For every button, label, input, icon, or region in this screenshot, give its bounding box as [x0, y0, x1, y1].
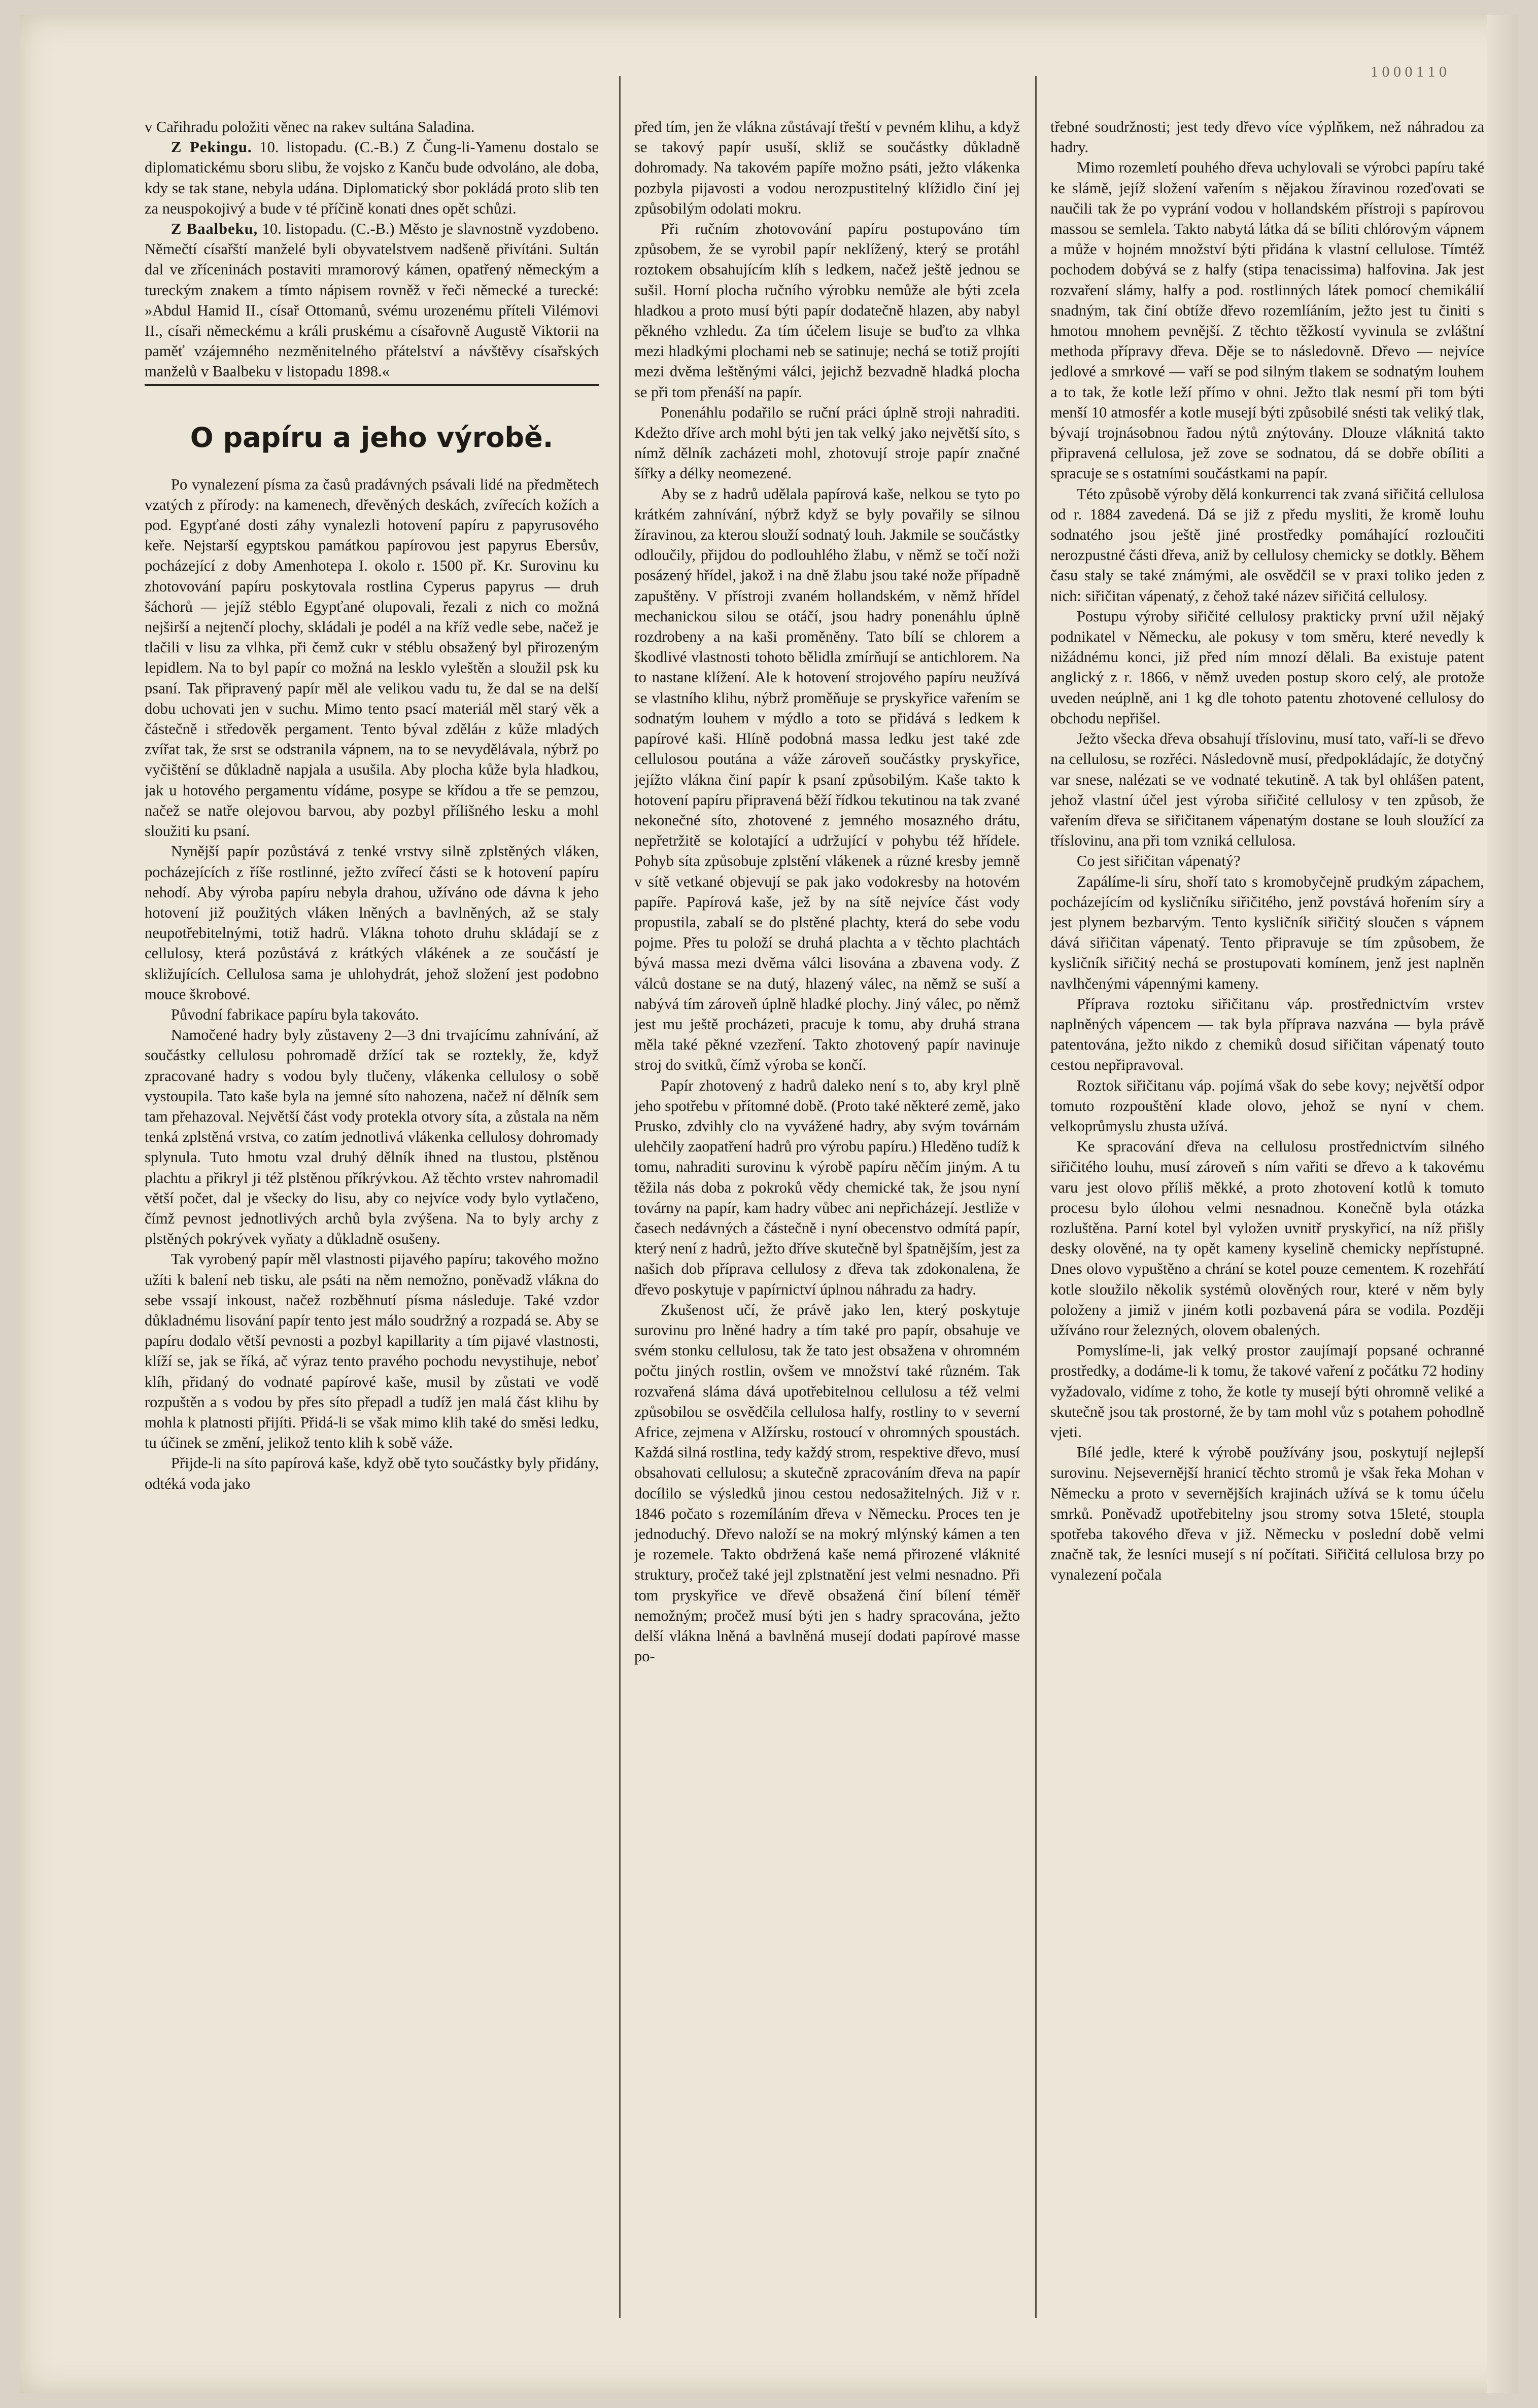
article-paragraph: Tak vyrobený papír měl vlastnosti pijavého papíru; takového možno užíti k balení neb tisku, ale psáti na něm nemožno, poněvadž vlákna do sebe vssají inkoust, načež rozběhnutí písma následuje. Také vzdor důkladnému lisování papír tento jest málo soudržný a rozpadá se. Aby se papíru dodalo větší pevnosti a pozbyl kapillarity a tím pijavé vlastnosti, klíží se, jak se říká, ač výraz tento pravého pochodu nevystihuje, neboť klíh, přidaný do vodnaté papírové kaše, musil by zůstati ve vodě rozpuštěn a s vodou by přes síto přepadl a tudíž jen malá část klihu by mohla k platnosti přijíti. Přidá-li se však mimo klih také do směsi ledku, tu účinek se změní, jelikož tento klih k sobě váže.	[145, 1250, 599, 1452]
article-paragraph: Po vynalezení písma za časů pradávných psávali lidé na předmětech vzatých z přírody: na kamenech, dřevěných deskách, zvířecích kožích a pod. Egypťané dosti záhy vynalezli hotovení papíru z papyrusového keře. Nejstarší egyptskou památkou papírovou jest papyrus Ebersův, pocházející z doby Amenhotepa I. okolo r. 1500 př. Kr. Surovinu ku zhotovování papíru poskytovala rostlina Cyperus papyrus — druh šáchorů — jejíž stéblo Egypťané olupovali, řezali z nich co možná nejširší a nejtenčí plochy, skládali je podél a na kříž vedle sebe, načež je tlačili v lisu za vlhka, při čemž cukr v stéblu obsažený byl přirozeným lepidlem. Na to byl papír co možná na lesklo vyleštěn a sloužil psk ku psaní. Tak připravený papír měl ale velikou vadu tu, že dal se na delší dobu uchovati jen v suchu. Mimo tento psací materiál měl starý věk a částečně i středověk pergament. Tento býval zděláн z kůže mladých zvířat tak, že srst se odstranila vápnem, na to se nevydělávala, nýbrž po vyčištění se důkladně napjala a usušila. Aby plocha kůže byla hladkou, jak u hotového pergamentu vídáme, posype se křídou a tře se pemzou, načež se natře olejovou barvou, aby pozbyl přílišného lesku a mohl sloužiti ku psaní.	[145, 475, 599, 840]
newspaper-page	[20, 15, 1518, 2393]
news-item-peking	[145, 137, 599, 219]
article-subheading: Co jest siřičitan vápenatý?	[1077, 852, 1241, 870]
article-paragraph: Ponenáhlu podařilo se ruční práci úplně stroji nahraditi. Kdežto dříve arch mohl býti jen tak velký jako největší síto, s nímž dělník zacházeti mohl, zhotovují stroje papír značné šířky a délky neomezené.	[634, 403, 1020, 482]
article-paragraph: Nynější papír pozůstává z tenké vrstvy silně zplstěných vláken, pocházejících z říše rostlinné, ježto zvířecí části se k hotovení papíru nehodí. Aby výroba papíru nebyla drahou, užíváno ode dávna k jeho hotovení již použitých vláken lněných a bavlněných, až se staly neupotřebitelnými, totiž hadrů. Vlákna tohoto druhu skládají se z cellulosy, která pozůstává z krátkých vlákének a ze součástí je skližujících. Cellulosa sama je uhlohydrát, jehož složení jest podobno mouce škrobové.	[145, 843, 599, 1003]
article-paragraph: Mimo rozemletí pouhého dřeva uchylovali se výrobci papíru také ke slámě, jejíž složení vařením s nějakou žíravinou rozeďovati se naučili tak že po vyprání vodou v hollandském přístroji s papírovou massou se semlela. Takto nabytá látka dá se bíliti chlórovým vápnem a může v hojném množství býti přidána k vlastní cellulose. Tímtéž pochodem dobývá se z halfy (stipa tenacissima) halfovina. Jak jest rozvaření slámy, halfy a pod. rostlinných látek pomocí chemikálií snadným, tak činí obtíže dřevo rozemlíáním, ježto jest tu činiti s hmotou mnohem pevnější. Z těchto těžkostí vyvinula se zvláštní methoda přípravy dřeva. Děje se to následovně. Dřevo — nejvíce jedlové a smrkové — vaří se pod silným tlakem se sodnatým louhem a to tak, že kotle leží přímo v ohni. Ježto tlak nesmí při tom býti menší 10 atmosfér a kotle musejí býti způsobilé snésti tak veliký tlak, bývají trojnásobnou řadou nýtů znýtovány. Dlouze vláknitá takto připravená cellulosa, jež zove se sodnatou, dá se dobře obíliti a spracuje se s ostatními součástkami na papír.	[1050, 159, 1484, 482]
news-text-peking: 10. listopadu. (C.-B.) Z Čung-li-Yamenu dostalo se diplomatickému sboru slibu, že vojsko z Kanču bude odvoláno, ale doba, kdy se tak stane, nebyla udána. Diplomatický sbor pokládá proto slib ten za neuspokojivý a bude v té příčině konati dnes opět schůzi.	[145, 138, 599, 217]
article-paragraph: Zkušenost učí, že právě jako len, který poskytuje surovinu pro lněné hadry a tím také pro papír, obsahuje ve svém stonku cellulosu, tak že tato jest obsažena v ohromném počtu jiných rostlin, ovšem ve množství také různém. Tak rozvařená sláma dává upotřebitelnou cellulosu a též velmi způsobilou se osvědčila cellulosa halfy, rostliny to v severní Africe, zejmena v Alžírsku, rostoucí v ohromných spoustách. Každá silná rostlina, tedy každý strom, respektive dřevo, musí obsahovati cellulosu; a skutečně zpracováním dřeva na papír docílilo se výsledků jinou cestou nedosažitelných. Již v r. 1846 počato s rozemíláním dřeva v Německu. Proces ten je jednoduchý. Dřevo naloží se na mokrý mlýnský kámen a ten je rozemele. Takto obdržená kaše nemá přirozené vláknité struktury, pročež také jejl zplstnatění jest velmi nesnadno. Při tom pryskyřice ve dřevě obsažená činí bílení téměř nemožným; pročež musí býti jen s hadry spracována, ježto delší vlákna lněná a bavlněná musejí dodati papírové masse po-	[634, 1301, 1020, 1665]
article-paragraph: Této způsobě výroby dělá konkurrenci tak zvaná siřičitá cellulosa od r. 1884 zavedená. Dá se již z předu mysliti, že kromě louhu sodnatého jsou ještě jiné prostředky pomáhající rozloučiti nerozpustné části dřeva, aniž by cellulosy chemicky se dotkly. Během času staly se také známými, ale osvědčil se v praxi toliko jeden z nich: siřičitan vápenatý, z čehož také název siřičitá cellulosy.	[1050, 485, 1484, 605]
page-header-mark: 1 0 0 0 1 1 0	[1371, 63, 1447, 80]
article-paragraph: Roztok siřičitanu váp. pojímá však do sebe kovy; největší odpor tomuto rozpouštění klade olovo, jehož se nyní v chem. velkoprůmyslu zhusta užívá.	[1050, 1076, 1484, 1135]
page-edge-shadow	[1487, 15, 1518, 2393]
article-paragraph: Papír zhotovený z hadrů daleko není s to, aby kryl plně jeho spotřebu v přítomné době. (Proto také některé země, jako Prusko, zdvihly clo na vyvážené hadry, aby svým továrnám ulehčily zaopatření hadrů pro výrobu papíru.) Hleděno tudíž k tomu, nahraditi surovinu k výrobě papíru něčím jiným. A tu těžila nás doba z pokroků vědy chemické tak, že jsou nyní továrny na papír, kam hadry vůbec ani nepřicházejí. Jestliže v časech nedávných a částečně i nyní obecenstvo odmítá papír, který není z hadrů, ježto dříve skutečně byl špatnějším, jest za našich dob příprava cellulosy z dřeva tak zdokonalena, že dřevo poskytuje v papírnictví úplnou náhradu za hadry.	[634, 1076, 1020, 1298]
dateline-peking: Z Pekingu.	[171, 138, 252, 156]
news-item-baalbek	[145, 219, 599, 386]
article-paragraph: Bílé jedle, které k výrobě používány jsou, poskytují nejlepší surovinu. Nejsevernější hranicí těchto stromů je však řeka Mohan v Německu a proto v severnějších krajinách užívá se k tomu účelu smrků. Poněvadž upotřebitelny jsou stromy sotva 15leté, stoupla spotřeba takového dřeva v již. Německu v poslední době velmi značně tak, že lesníci musejí s ní počítati. Siřičitá cellulosa brzy po vynalezení počala	[1050, 1444, 1484, 1584]
article-paragraph: Ke spracování dřeva na cellulosu prostřednictvím silného siřičitého louhu, musí zároveň s ním vařiti se dřevo a k takovému varu jest olovo příliš měkké, a proto zhotovení kotlů k tomuto procesu bylo úlohou velmi nesnadnou. Konečně byla otázka rozluštěna. Parní kotel byl vyložen uvnitř pryskyřicí, na níž přišly desky olověné, na ty opět kameny kyselině chemicky nepřístupné. Dnes olovo vypuštěno a chrání se kotel pouze cementem. K rozehřátí kotle sloužilo několik systémů olověných rour, které v něm byly položeny a jimiž v jiném kotli pozbavená pára se vodila. Později užíváno rour železných, olovem obalených.	[1050, 1138, 1484, 1339]
article-paragraph: Ježto všecka dřeva obsahují tříslovinu, musí tato, vaří-li se dřevo na cellulosu, se rozřéci. Následovně musí, předpokládajíc, že dotyčný var snese, nalézati se ve vodnaté tekutině. A tak byl ohlášen patent, jehož vlastní účel jest výroba siřičité cellulosy v ten způsob, že vařením dřeva se siřičitanem vápenatým dostane se louh sloužící za tříslovinu, ana při tom vzniká cellulosa.	[1050, 730, 1484, 850]
article-paragraph: Příprava roztoku siřičitanu váp. prostřednictvím vrstev naplněných vápencem — tak byla příprava nazvána — byla právě patentována, ježto nikdo z chemiků dosud siřičitan vápenatý touto cestou nepřipravoval.	[1050, 995, 1484, 1074]
article-paragraph: Při ručním zhotovování papíru postupováno tím způsobem, že se vyrobil papír neklížený, který se protáhl roztokem obsahujícím klíh s ledkem, načež ještě jednou se sušil. Horní plocha ručního výrobku nemůže ale býti zcela hladkou a proto musí býti papír dodatečně hlazen, aby nabyl pěkného vzhledu. Za tím účelem lisuje se buďto za vlhka mezi hladkými plochami neb se satinuje; nechá se totiž projíti mezi dvěma leštěnými válci, jejichž bezvadně hladká plocha se při tom přenáší na papír.	[634, 220, 1020, 401]
article-paragraph: před tím, jen že vlákna zůstávají třeští v pevném klihu, a když se takový papír usuší, skliž se součástky důkladně dohromady. Na takovém papíře možno psáti, ježto vlákenka pozbyla pijavosti a vodou nerozpustitelný klížidlo činí jej způsobilým odolati mokru.	[634, 118, 1020, 217]
column-1	[145, 117, 599, 2364]
article-paragraph: Pomyslíme-li, jak velký prostor zaujímají popsané ochranné prostředky, a dodáme-li k tomu, že takové vaření z počátku 72 hodiny vyžadovalo, vidíme z toho, že kotle ty musejí býti ohromně veliké a skutečně jsou tak prostorné, že by tam mohl vůz s potahem pohodlně vjeti.	[1050, 1342, 1484, 1441]
article-title: O papíru a jeho výrobě.	[190, 421, 554, 453]
article-paragraph: Postupu výroby siřičité cellulosy prakticky první užil nějaký podnikatel v Německu, ale pokusy v tom směru, které nevedly k nižádnému konci, již před ním mnozí dělali. Ba existuje patent anglický z r. 1866, v němž uveden postup skoro celý, ale protože uveden neúplně, ani 1 kg dle tohoto patentu zhotovené cellulosy do obchodu nepřišel.	[1050, 607, 1484, 727]
dateline-baalbek: Z Baalbeku,	[171, 220, 258, 238]
article-paragraph: třebné soudržnosti; jest tedy dřevo více výplňkem, než náhradou za hadry.	[1050, 118, 1484, 156]
article-paragraph: Zapálíme-li síru, shoří tato s kromobyčejně prudkým zápachem, pocházejícím od kysličníku siřičitého, jenž povstává hořením síry a jest plynem bezbarvým. Tento kysličník siřičitý sloučen s vápnem dává siřičitan vápenatý. Tento připravuje se tím způsobem, že kysličník siřičitý nechá se prostupovati komínem, jenž jest naplněn navlhčenými vápennými kameny.	[1050, 873, 1484, 992]
article-paragraph: Původní fabrikace papíru byla takováto.	[171, 1005, 419, 1023]
column-rule-1	[619, 76, 621, 2318]
news-text-baalbek: 10. listopadu. (C.-B.) Město je slavnostně vyzdobeno. Němečtí císařští manželé byli obyvatelstvem nadšeně přivítáni. Sultán dal ve zříceninách postaviti mramorový kámen, opatřený německým a tureckým znakem a tímto nápisem rovněž v řeči německé a turecké: »Abdul Hamid II., císař Ottomanů, svému urozenému příteli Vilémovi II., císaři německému a králi pruskému a císařovně Augustě Viktorii na paměť vzájemného nezměnitelného přátelství a návštěvy císařských manželů v Baalbeku v listopadu 1898.«	[145, 220, 599, 380]
column-3	[1050, 117, 1484, 2364]
news-item-carihrad: v Cařihradu položiti věnec na rakev sultána Saladina.	[145, 118, 475, 135]
column-rule-2	[1035, 76, 1037, 2318]
column-2	[634, 117, 1020, 2364]
article-paragraph: Přijde-li na síto papírová kaše, když obě tyto součástky byly přidány, odtéká voda jako	[145, 1454, 599, 1492]
article-paragraph: Aby se z hadrů udělala papírová kaše, nelkou se tyto po krátkém zahnívání, nýbrž když se byly povařily se silnou žíravinou, za kterou slouží sodnatý louh. Jakmile se součástky odloučily, přijdou do podlouhlého žlabu, v němž se točí noži posázený hřídel, jakož i na dně žlabu jsou také nože případně zapuštěny. V přístroji zvaném hollandském, v němž hřídel mechanickou silou se otáčí, jsou hadry ponenáhlu úplně rozdrobeny a na kaši proměněny. Tato bílí se chlorem a škodlivé vlastnosti tohoto bělidla zmírňují se antichlorem. Na to nastane klížení. Ale k hotovení strojového papíru neužívá se vlastního klihu, nýbrž proměňuje se pryskyřice vařením se sodnatým louhem v mýdlo a toto se přidává s ledkem k papírové kaši. Hlíně podobná massa ledku jest také zde cellulosou poutána a váže zároveň součástky pryskyřice, jejížto vlákna činí papír k psaní způsobilým. Kaše takto k hotovení papíru připravená běží řídkou tekutinou na tak zvané nekonečné síto, zhotovené z jemného mosazného drátu, nepřetržitě se kolotající a udržující v pohybu též hřídele. Pohyb síta způsobuje zplstění vlákenek a různé kresby jemně v sítě vetkané objevují se pak jako vodokresby na hotovém papíře. Papírová kaše, jež by na sítě nejvíce část vody propustila, zabalí se do plstěné plachty, která do sebe vodu pojme. Přes tu položí se druhá plachta a v těchto plachtách bývá massa mezi dvěma válci lisována a zbavena vody. Z válců dostane se na dutý, hlazený válec, na němž se suší a nabývá tím zároveň úplně hladké plochy. Jiný válec, po němž jest mu ještě procházeti, pracuje k tomu, aby druhá strana měla také pěkné vzezření. Takto zhotovený papír navinuje stroj do svitků, čímž výroba se končí.	[634, 485, 1020, 1074]
article-paragraph: Namočené hadry byly zůstaveny 2—3 dni trvajícímu zahnívání, až součástky cellulosu pohromadě držící tak se roztekly, že, když zpracované hadry s vodou byly tlučeny, vlákenka cellulosy o sobě vystoupila. Tato kaše byla na jemné síto nahozena, načež ní dělník sem tam přehazoval. Největší část vody protekla otvory síta, a zůstala na něm tenká zplstěná vrstva, co zatím jednotlivá vlákenka cellulosy dohromady splynula. Tuto hmotu vzal druhý dělník ihned na tlustou, plstěnou plachtu a přikryl ji též plstěnou příkrývkou. Až těchto vrstev nahromadil větší počet, dal je všecky do lisu, aby co nejvíce vody bylo vytlačeno, čímž pevnost jednotlivých archů byla zvýšena. Na to byly archy z plstěných pokrývek vyňaty a důkladně osušeny.	[145, 1026, 599, 1248]
